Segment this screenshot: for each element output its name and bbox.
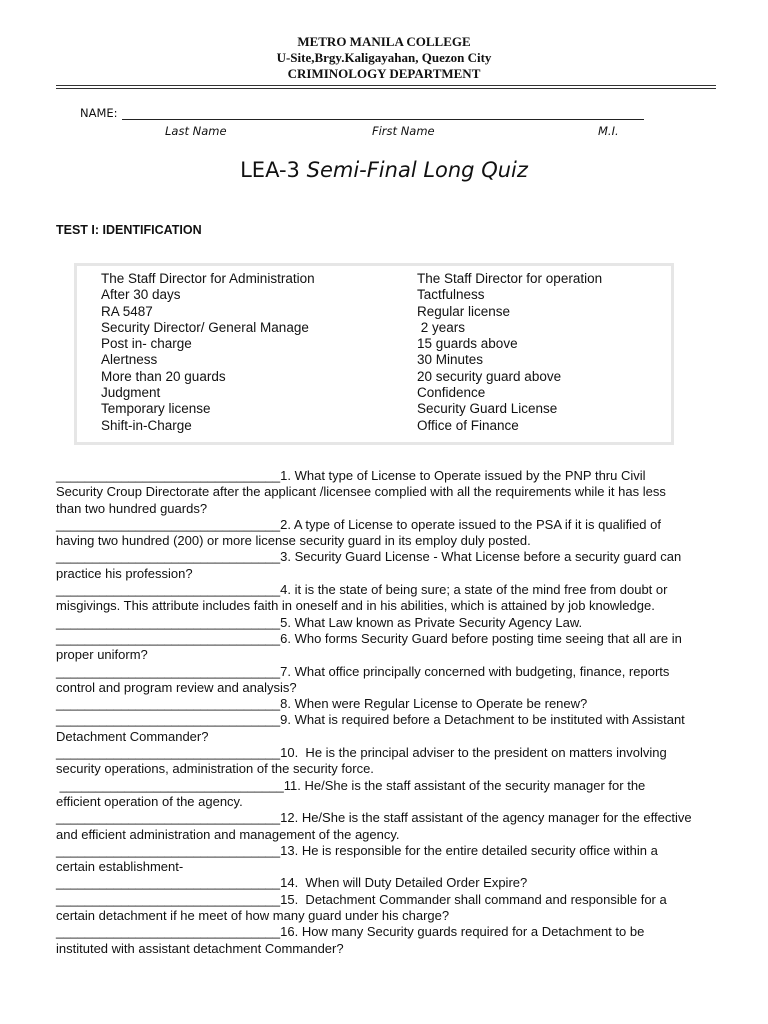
- question-text-with-blank: _______________________________7. What office principally concerned with budgeting, finance, reports: [56, 663, 670, 679]
- question-text-continued: control and program review and analysis?: [56, 679, 297, 695]
- choice-item: Post in- charge: [101, 336, 192, 352]
- question-text-continued: Security Croup Directorate after the applicant /licensee complied with all the requirements while it has less: [56, 484, 666, 500]
- question-text-with-blank: _______________________________13. He is responsible for the entire detailed security office within a: [56, 842, 658, 858]
- header-divider-bottom: [56, 88, 716, 89]
- question-item[interactable]: [56, 712, 720, 745]
- name-label: NAME:: [80, 106, 118, 120]
- choice-item: 15 guards above: [417, 336, 518, 352]
- question-text-with-blank: _______________________________14. When will Duty Detailed Order Expire?: [56, 875, 528, 891]
- choice-item: Temporary license: [101, 401, 211, 417]
- question-list: [56, 468, 720, 957]
- header-divider-top: [56, 85, 716, 86]
- question-text-with-blank: _______________________________3. Security Guard License - What License before a security guard can: [56, 549, 682, 565]
- question-text-with-blank: _______________________________11. He/She is the staff assistant of the security manager for the: [56, 777, 646, 793]
- question-item[interactable]: [56, 875, 720, 891]
- choice-item: The Staff Director for operation: [417, 271, 603, 286]
- question-item[interactable]: [56, 696, 720, 712]
- department-name: CRIMINOLOGY DEPARTMENT: [287, 66, 481, 81]
- question-item[interactable]: [56, 810, 720, 843]
- choice-item: Security Guard License: [417, 401, 558, 417]
- question-text-continued: misgivings. This attribute includes faith in oneself and in his abilities, which is attained by job knowledge.: [56, 598, 655, 614]
- question-text-with-blank: _______________________________9. What is required before a Detachment to be instituted with Assistant: [56, 712, 685, 728]
- question-text-continued: and efficient administration and management of the agency.: [56, 826, 400, 842]
- choice-item: Security Director/ General Manage: [101, 319, 309, 335]
- question-text-with-blank: _______________________________10. He is the principal adviser to the president on matters involving: [56, 745, 667, 761]
- question-item[interactable]: [56, 468, 720, 517]
- choice-item: The Staff Director for Administration: [101, 271, 315, 286]
- question-text-with-blank: _______________________________12. He/She is the staff assistant of the agency manager for the effective: [56, 810, 692, 826]
- choice-item: Alertness: [101, 352, 158, 368]
- choice-item: Confidence: [417, 385, 486, 401]
- question-item[interactable]: [56, 549, 720, 582]
- name-underline[interactable]: [122, 119, 644, 120]
- choice-item: Tactfulness: [417, 287, 485, 303]
- question-item[interactable]: [56, 664, 720, 697]
- question-item[interactable]: [56, 582, 720, 615]
- question-text-with-blank: _______________________________15. Detachment Commander shall command and responsible for a: [56, 891, 667, 907]
- choice-item: 30 Minutes: [417, 352, 484, 368]
- first-name-caption: First Name: [372, 124, 435, 138]
- question-text-with-blank: _______________________________8. When were Regular License to Operate be renew?: [56, 696, 588, 712]
- question-text-continued: security operations, administration of the security force.: [56, 761, 374, 777]
- choice-item: More than 20 guards: [101, 368, 226, 384]
- name-field[interactable]: [80, 106, 650, 120]
- question-item[interactable]: [56, 843, 720, 876]
- question-item[interactable]: [56, 778, 720, 811]
- quiz-title-italic: Semi-Final Long Quiz: [306, 158, 528, 182]
- choice-item: RA 5487: [101, 303, 153, 319]
- choice-item: Regular license: [417, 303, 511, 319]
- choices-right-column: [417, 271, 602, 434]
- question-text-continued: practice his profession?: [56, 565, 193, 581]
- question-text-with-blank: _______________________________4. it is the state of being sure; a state of the mind free from doubt or: [56, 582, 668, 598]
- choices-left-column: [101, 271, 315, 434]
- school-header: [0, 34, 768, 82]
- choice-item: 2 years: [417, 319, 466, 335]
- question-text-with-blank: _______________________________6. Who forms Security Guard before posting time seeing that all are in: [56, 630, 682, 646]
- question-item[interactable]: [56, 892, 720, 925]
- choice-item: 20 security guard above: [417, 368, 562, 384]
- question-item[interactable]: [56, 745, 720, 778]
- question-text-with-blank: _______________________________5. What Law known as Private Security Agency Law.: [56, 614, 583, 630]
- question-text-with-blank: _______________________________1. What type of License to Operate issued by the PNP thru Civil: [56, 468, 646, 483]
- question-text-with-blank: _______________________________2. A type of License to operate issued to the PSA if it is qualified of: [56, 516, 661, 532]
- question-text-continued: having two hundred (200) or more license security guard in its employ duly posted.: [56, 533, 531, 549]
- choice-item: Shift-in-Charge: [101, 417, 192, 433]
- test-heading: TEST I: IDENTIFICATION: [56, 223, 202, 237]
- quiz-title: [0, 158, 768, 182]
- school-address: U-Site,Brgy.Kaligayahan, Quezon City: [276, 50, 492, 65]
- question-text-continued: certain establishment-: [56, 859, 184, 875]
- school-name: METRO MANILA COLLEGE: [297, 34, 471, 49]
- last-name-caption: Last Name: [165, 124, 227, 138]
- question-item[interactable]: [56, 615, 720, 631]
- question-text-continued: certain detachment if he meet of how many guard under his charge?: [56, 908, 450, 924]
- question-text-continued: than two hundred guards?: [56, 500, 208, 516]
- question-text-with-blank: _______________________________16. How many Security guards required for a Detachment to be: [56, 924, 645, 940]
- middle-initial-caption: M.I.: [598, 124, 619, 138]
- question-text-continued: efficient operation of the agency.: [56, 793, 243, 809]
- quiz-title-prefix: LEA-3: [240, 158, 307, 182]
- question-text-continued: instituted with assistant detachment Commander?: [56, 940, 344, 956]
- choice-item: After 30 days: [101, 287, 181, 303]
- choice-item: Office of Finance: [417, 417, 519, 433]
- choice-item: Judgment: [101, 385, 161, 401]
- question-item[interactable]: [56, 631, 720, 664]
- question-text-continued: proper uniform?: [56, 647, 148, 663]
- question-item[interactable]: [56, 517, 720, 550]
- question-item[interactable]: [56, 924, 720, 957]
- question-text-continued: Detachment Commander?: [56, 728, 209, 744]
